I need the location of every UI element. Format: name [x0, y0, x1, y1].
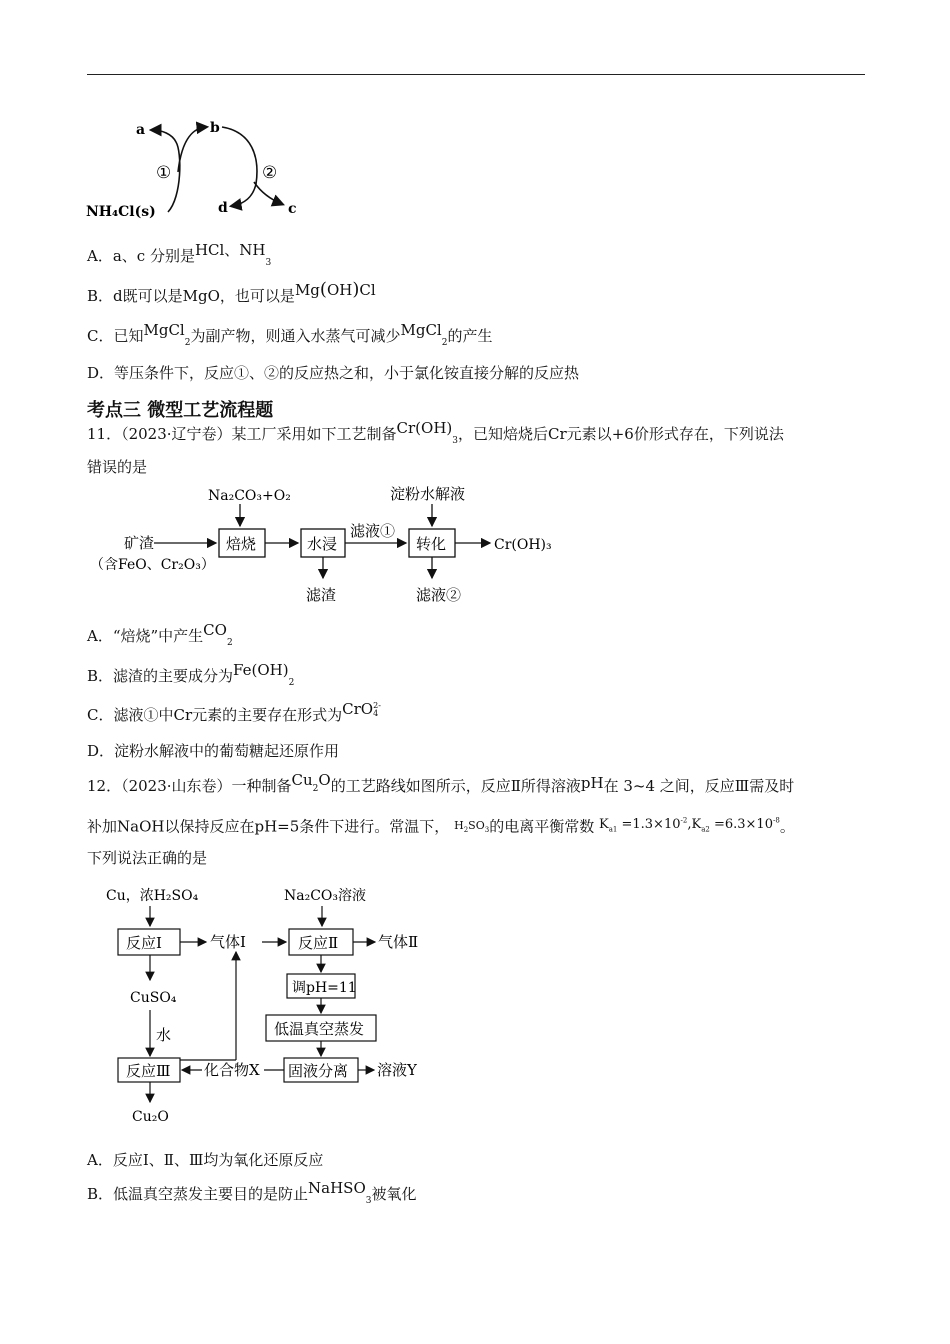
- svg-text:低温真空蒸发: 低温真空蒸发: [274, 1020, 365, 1038]
- arc-step2: [222, 127, 257, 206]
- label-nh4cl: NH₄Cl(s): [86, 204, 156, 220]
- flow11-product: Cr(OH)₃: [494, 537, 552, 553]
- q11-option-c: C．滤液①中Cr元素的主要存在形式为CrO 2- 4: [87, 700, 381, 724]
- svg-text:反应Ⅱ: 反应Ⅱ: [298, 934, 339, 952]
- flow12-gas1: 气体Ⅰ: [210, 933, 246, 951]
- q11-flowchart: [88, 480, 568, 610]
- q10-option-b: B．d既可以是MgO，也可以是Mg(OH)Cl: [87, 279, 376, 305]
- svg-text:固液分离: 固液分离: [288, 1062, 349, 1080]
- flow12-input2: Na₂CO₃溶液: [284, 888, 367, 904]
- q11-option-d: D．淀粉水解液中的葡萄糖起还原作用: [87, 742, 340, 760]
- flow12-input1: Cu，浓H₂SO₄: [106, 888, 199, 904]
- label-c: c: [288, 201, 297, 217]
- q12-flowchart: [100, 880, 440, 1130]
- svg-text:反应Ⅰ: 反应Ⅰ: [126, 934, 162, 952]
- header-rule: [87, 74, 865, 75]
- q12-stem-line2: 补加NaOH以保持反应在pH=5条件下进行。常温下， $H_2SO_3$的电离平衡常数 $K_{a1} =1.3\times 10^{-2},K_{a2} =6.3\times 10^{-8}$。: [87, 817, 795, 836]
- q12-option-b: B．低温真空蒸发主要目的是防止NaHSO$_3$被氧化: [87, 1179, 417, 1206]
- flow11-residue: 滤渣: [306, 586, 337, 604]
- label-d: d: [218, 200, 228, 216]
- label-step2: ②: [262, 163, 278, 183]
- q11-option-b: B．滤渣的主要成分为$Fe(OH)_2$: [87, 661, 295, 688]
- flow12-product: Cu₂O: [132, 1109, 169, 1125]
- flow11-raw-note: （含FeO、Cr₂O₃）: [90, 557, 215, 573]
- label-b: b: [210, 120, 220, 136]
- svg-text:调pH=11: 调pH=11: [292, 980, 357, 996]
- flow12-cuso4: CuSO₄: [130, 990, 177, 1006]
- flow11-filtrate2: 滤液②: [416, 586, 462, 604]
- flow12-water: 水: [156, 1026, 172, 1044]
- q12-stem-line1: 12．（2023·山东卷）一种制备$Cu_2O$的工艺路线如图所示，反应Ⅱ所得溶液pH在 3~4 之间，反应Ⅲ需及时: [87, 771, 795, 795]
- flow11-raw: 矿渣: [124, 534, 155, 552]
- q11-option-a: A．“焙烧”中产生$CO_2$: [87, 621, 233, 648]
- svg-text:转化: 转化: [416, 535, 447, 553]
- flow12-compound-x: 化合物X: [204, 1061, 260, 1079]
- flow12-solution-y: 溶液Y: [377, 1061, 417, 1079]
- q12-option-a: A．反应Ⅰ、Ⅱ、Ⅲ均为氧化还原反应: [87, 1151, 324, 1169]
- q10-option-d: D．等压条件下，反应①、②的反应热之和，小于氯化铵直接分解的反应热: [87, 364, 580, 382]
- q10-option-a: A．a、c 分别是HCl、$NH_3$: [87, 241, 272, 268]
- svg-text:水浸: 水浸: [307, 535, 338, 553]
- arc-right-to-c: [254, 182, 282, 204]
- flow11-input-top2: 淀粉水解液: [390, 485, 466, 503]
- label-step1: ①: [156, 163, 172, 183]
- svg-text:反应Ⅲ: 反应Ⅲ: [126, 1062, 171, 1080]
- q11-stem-line1: 11．（2023·辽宁卷）某工厂采用如下工艺制备$Cr(OH)_3$，已知焙烧后Cr元素以+6价形式存在，下列说法: [87, 419, 784, 446]
- label-a: a: [136, 122, 146, 138]
- q12-stem-line3: 下列说法正确的是: [87, 849, 208, 867]
- flow12-gas2: 气体Ⅱ: [378, 933, 419, 951]
- cycle-diagram: [82, 112, 312, 224]
- flow11-input-top: Na₂CO₃+O₂: [208, 488, 291, 504]
- flow11-filtrate1: 滤液①: [350, 522, 396, 540]
- q11-stem-line2: 错误的是: [87, 458, 148, 476]
- arc-left-to-b: [178, 127, 206, 172]
- section-heading: 考点三 微型工艺流程题: [87, 400, 274, 421]
- svg-text:焙烧: 焙烧: [226, 535, 257, 553]
- q10-option-c: C．已知MgCl$_2$为副产物，则通入水蒸气可减少MgCl$_2$的产生: [87, 321, 493, 348]
